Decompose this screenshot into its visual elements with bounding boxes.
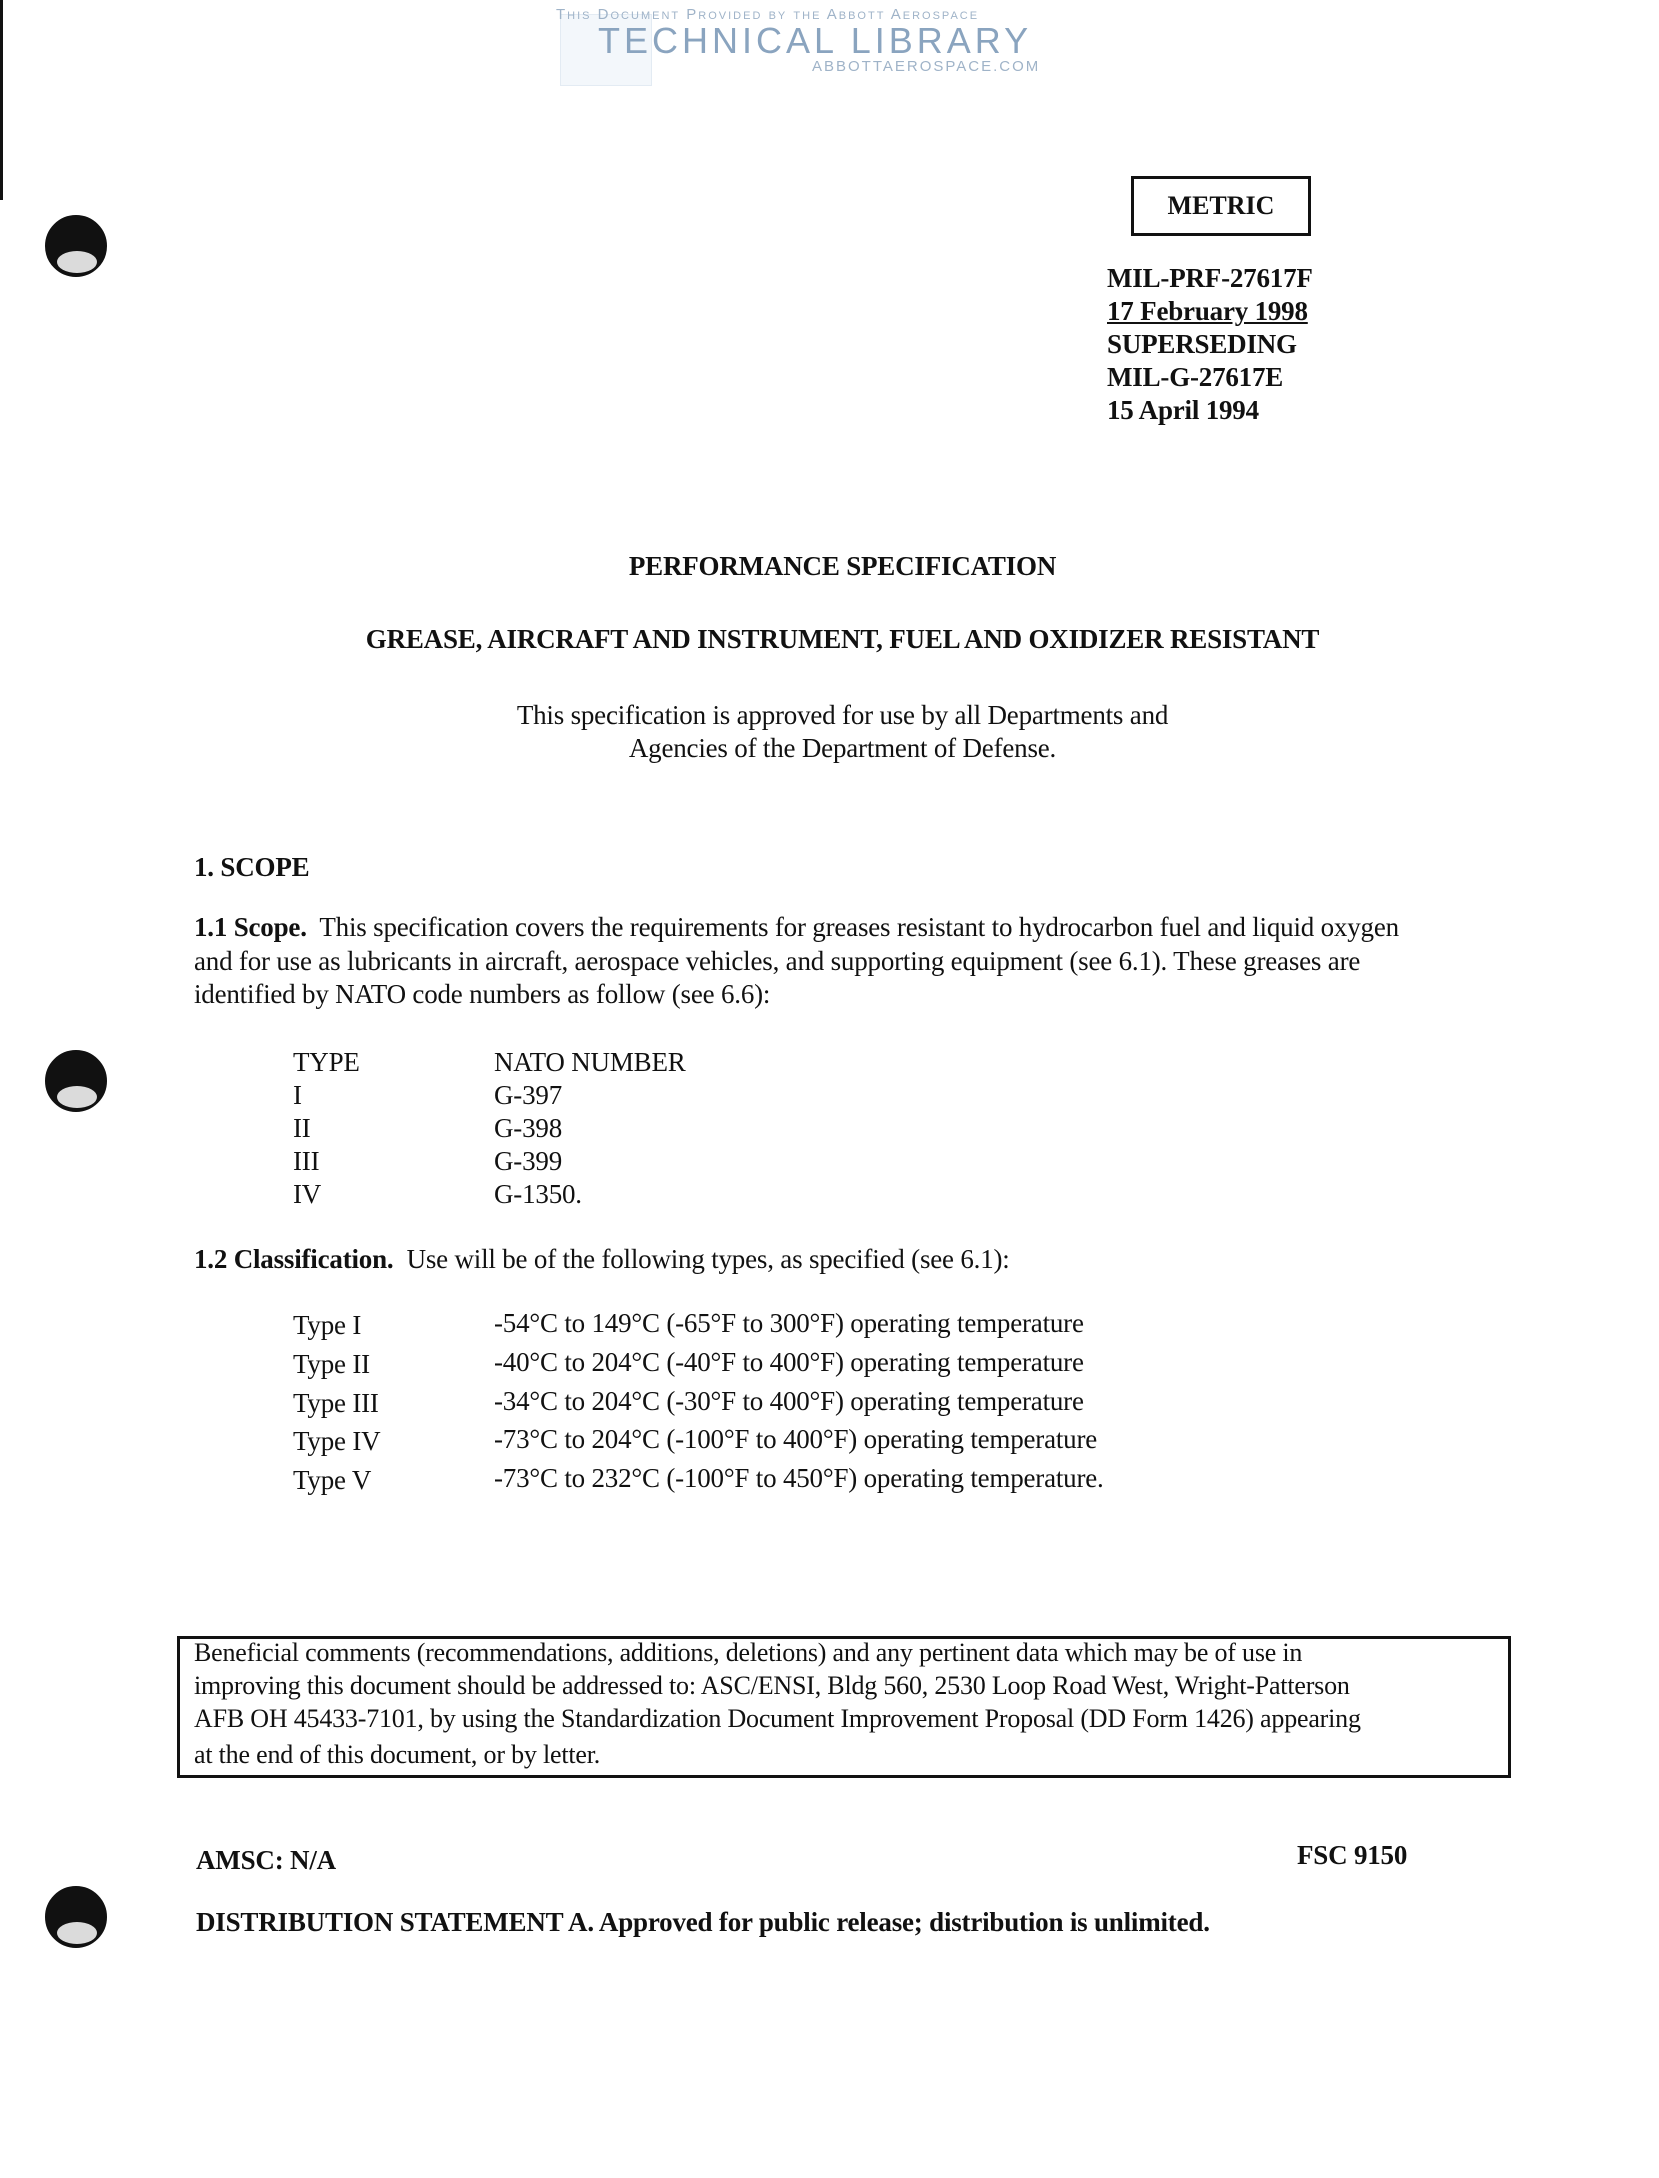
type-temperature: -73°C to 204°C (-100°F to 400°F) operating temperature [494, 1424, 1098, 1454]
notice-line-3: AFB OH 45433-7101, by using the Standardization Document Improvement Proposal (DD Form 1426) appearing [194, 1704, 1361, 1733]
approval-line-1: This specification is approved for use by all Departments and [516, 700, 1169, 730]
nato-row-type: III [293, 1146, 320, 1176]
type-label: Type I [293, 1310, 362, 1340]
notice-line-2: improving this document should be addressed to: ASC/ENSI, Bldg 560, 2530 Loop Road West, Wright-Patterson [194, 1671, 1350, 1700]
superseding-label: SUPERSEDING [1107, 329, 1297, 359]
approval-line-2: Agencies of the Department of Defense. [628, 733, 1057, 763]
paragraph-1-2-label: 1.2 Classification. [194, 1244, 394, 1274]
paragraph-text: This specification covers the requirements for greases resistant to hydrocarbon fuel and liquid oxygen [319, 912, 1399, 942]
watermark-title: TECHNICAL LIBRARY [598, 20, 1033, 61]
punch-hole-middle [45, 1050, 107, 1112]
notice-line-1: Beneficial comments (recommendations, additions, deletions) and any pertinent data which may be of use in [194, 1638, 1303, 1667]
type-label: Type III [293, 1388, 379, 1418]
doc-date: 17 February 1998 [1107, 296, 1308, 326]
nato-row-number: G-397 [494, 1080, 562, 1110]
type-temperature: -73°C to 232°C (-100°F to 450°F) operating temperature. [494, 1463, 1104, 1493]
nato-table-header-type: TYPE [293, 1047, 360, 1077]
watermark-line1: This Document Provided by the Abbott Aerospace [556, 6, 980, 23]
fsc-code: FSC 9150 [1297, 1840, 1408, 1870]
punch-hole-bottom [45, 1886, 107, 1948]
nato-row-type: IV [293, 1179, 322, 1209]
spec-subject-heading: GREASE, AIRCRAFT AND INSTRUMENT, FUEL AND OXIDIZER RESISTANT [365, 624, 1320, 654]
paragraph-1-1-line-2: and for use as lubricants in aircraft, aerospace vehicles, and supporting equipment (see 6.1). These greases are [194, 946, 1361, 976]
notice-line-4: at the end of this document, or by letter. [194, 1740, 601, 1769]
type-temperature: -40°C to 204°C (-40°F to 400°F) operating temperature [494, 1347, 1084, 1377]
type-temperature: -34°C to 204°C (-30°F to 400°F) operating temperature [494, 1386, 1084, 1416]
paragraph-1-1-line-3: identified by NATO code numbers as follow (see 6.6): [194, 979, 771, 1009]
nato-row-number: G-1350. [494, 1179, 582, 1209]
superseded-doc-id: MIL-G-27617E [1107, 362, 1284, 392]
nato-row-type: I [293, 1080, 302, 1110]
type-temperature: -54°C to 149°C (-65°F to 300°F) operating temperature [494, 1308, 1084, 1338]
paragraph-1-1-label: 1.1 Scope. [194, 912, 307, 942]
paragraph-text: Use will be of the following types, as specified (see 6.1): [406, 1244, 1010, 1274]
paragraph-1-2 [194, 1244, 1010, 1275]
paragraph-1-1-line-1 [194, 912, 1399, 943]
doc-id: MIL-PRF-27617F [1107, 263, 1313, 293]
type-label: Type IV [293, 1426, 381, 1456]
superseded-date: 15 April 1994 [1107, 395, 1259, 425]
type-label: Type V [293, 1465, 372, 1495]
distribution-statement: DISTRIBUTION STATEMENT A. Approved for public release; distribution is unlimited. [196, 1907, 1210, 1937]
watermark-url: ABBOTTAEROSPACE.COM [812, 58, 1041, 75]
nato-row-number: G-398 [494, 1113, 562, 1143]
punch-hole-top [45, 215, 107, 277]
section-1-heading: 1. SCOPE [194, 852, 310, 882]
nato-row-number: G-399 [494, 1146, 562, 1176]
metric-badge: METRIC [1131, 176, 1311, 236]
type-label: Type II [293, 1349, 370, 1379]
spec-type-heading: PERFORMANCE SPECIFICATION [628, 551, 1057, 581]
nato-table-header-number: NATO NUMBER [494, 1047, 686, 1077]
nato-row-type: II [293, 1113, 311, 1143]
amsc-code: AMSC: N/A [196, 1845, 336, 1875]
scan-edge [0, 0, 3, 200]
